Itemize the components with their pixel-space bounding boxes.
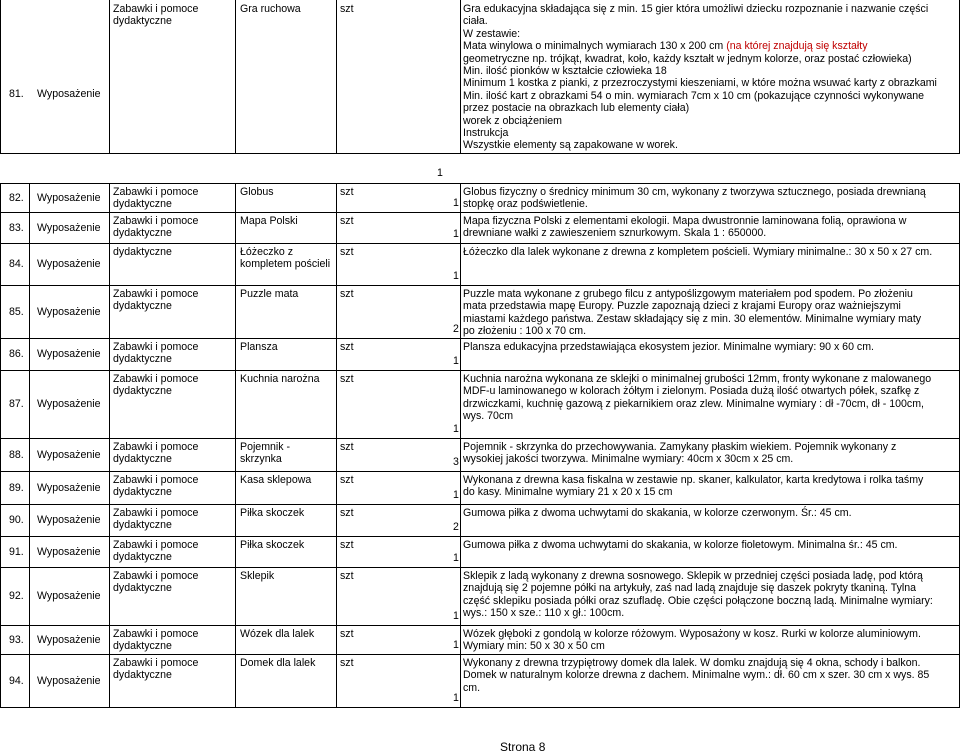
row-unit: szt xyxy=(340,288,354,300)
row-description: Mapa fizyczna Polski z elementami ekologii. Mapa dwustronnie laminowana folią, oprawiona w drewniane wałki z zawieszeniem sznurkowym. Skala 1 : 650000. xyxy=(463,215,907,240)
row-unit: szt xyxy=(340,539,354,551)
row-group: Zabawki i pomoce dydaktyczne xyxy=(113,539,199,564)
row-description: Plansza edukacyjna przedstawiająca ekosystem jezior. Minimalne wymiary: 90 x 60 cm. xyxy=(463,341,874,353)
row-number: 84. xyxy=(9,258,24,270)
row-quantity: 1 xyxy=(453,197,459,209)
row-group: Zabawki i pomoce dydaktyczne xyxy=(113,215,199,240)
row-quantity: 1 xyxy=(453,228,459,240)
row-category: Wyposażenie xyxy=(37,590,101,602)
row-category: Wyposażenie xyxy=(37,674,101,687)
row-number: 86. xyxy=(9,348,24,360)
row-quantity: 2 xyxy=(453,521,459,533)
row-description: Gumowa piłka z dwoma uchwytami do skakania, w kolorze fioletowym. Minimalna śr.: 45 cm. xyxy=(463,539,898,551)
row-category: Wyposażenie xyxy=(37,481,101,494)
row-number: 91. xyxy=(9,545,24,558)
row-unit: szt xyxy=(340,186,354,198)
mata-line: Mata winylowa o minimalnych wymiarach 130 x 200 cm (na której znajdują się kształty xyxy=(463,40,868,53)
grid-hline xyxy=(0,471,960,472)
row-name: Kasa sklepowa xyxy=(240,474,312,486)
row-quantity: 1 xyxy=(453,610,459,622)
row-description: Wózek głęboki z gondolą w kolorze różowym. Wyposażony w kosz. Rurki w kolorze aluminiowym. Wymiary min: 50 x 30 x 50 cm xyxy=(463,628,921,653)
grid-vline xyxy=(460,183,461,707)
row-unit: szt xyxy=(340,474,354,486)
grid-hline xyxy=(0,285,960,286)
row-group: Zabawki i pomoce dydaktyczne xyxy=(113,657,199,682)
row-number: 94. xyxy=(9,674,24,687)
row-unit: szt xyxy=(340,657,354,669)
row-quantity: 1 xyxy=(453,692,459,704)
grid-hline xyxy=(0,625,960,626)
row-name: Domek dla lalek xyxy=(240,657,316,669)
grid-vline xyxy=(109,183,110,707)
row-quantity: 3 xyxy=(453,456,459,468)
row-quantity: 1 xyxy=(453,355,459,367)
grid-hline xyxy=(0,370,960,371)
row-category: Wyposażenie xyxy=(37,88,101,100)
grid-hline xyxy=(0,212,960,213)
row-description: Wykonany z drewna trzypiętrowy domek dla lalek. W domku znajdują się 4 okna, schody i balkon. Domek w naturalnym kolorze drewna z dachem. Minimalne wym.: dł. 60 cm x szer. 30 cm x wys. 85 cm. xyxy=(463,657,930,694)
row-category: Wyposażenie xyxy=(37,258,101,270)
row-category: Wyposażenie xyxy=(37,221,101,234)
row-description: Łóżeczko dla lalek wykonane z drewna z kompletem pościeli. Wymiary minimalne.: 30 x 50 x 27 cm. xyxy=(463,246,933,258)
row-group: Zabawki i pomoce dydaktyczne xyxy=(113,474,199,499)
row-description: Globus fizyczny o średnicy minimum 30 cm, wykonany z tworzywa sztucznego, posiada drewnianą stopkę oraz podświetlenie. xyxy=(463,186,926,211)
row-unit: szt xyxy=(340,215,354,227)
grid-hline xyxy=(0,438,960,439)
grid-vline xyxy=(235,183,236,707)
row-unit: szt xyxy=(340,570,354,582)
row-category: Wyposażenie xyxy=(37,398,101,410)
row-description: Puzzle mata wykonane z grubego filcu z antypoślizgowym materiałem pod spodem. Po złożeniu mata przedstawia mapę Europy. Puzzle zapoznają dzieci z krajami Europy oraz ważniejszymi miastami każdego państwa. Zestaw składający się z min. 30 elementów. Minimalne wymiary maty po złożeniu : 100 x 70 cm. xyxy=(463,288,922,338)
row-number: 83. xyxy=(9,221,24,234)
row-category: Wyposażenie xyxy=(37,545,101,558)
row-unit: szt xyxy=(340,373,354,385)
row-description: Kuchnia narożna wykonana ze sklejki o minimalnej grubości 12mm, fronty wykonane z malowanego MDF-u laminowanego w kolorach żółtym i zielonym. Posiada dużą ilość otwartych półek, szafkę z drzwiczkami, kuchnię gazową z piekarnikiem oraz zlew. Minimalne wymiary : dł -70cm, dł - 100cm, wys. 70cm xyxy=(463,373,932,423)
grid-hline xyxy=(0,567,960,568)
row-unit: szt xyxy=(340,507,354,519)
grid-hline xyxy=(0,707,960,708)
row-description: Pojemnik - skrzynka do przechowywania. Zamykany płaskim wiekiem. Pojemnik wykonany z wysokiej jakości tworzywa. Minimalne wymiary: 40cm x 30cm x 25 cm. xyxy=(463,441,897,466)
row-group: dydaktyczne xyxy=(113,246,172,258)
row-name: Piłka skoczek xyxy=(240,507,305,519)
row-group: Zabawki i pomoce dydaktyczne xyxy=(113,507,199,532)
row-unit: szt xyxy=(340,341,354,353)
row-group: Zabawki i pomoce dydaktyczne xyxy=(113,628,199,653)
row-description: Gumowa piłka z dwoma uchwytami do skakania, w kolorze czerwonym. Śr.: 45 cm. xyxy=(463,507,852,519)
row-name: Pojemnik - skrzynka xyxy=(240,441,291,466)
row-category: Wyposażenie xyxy=(37,348,101,360)
row-quantity: 1 xyxy=(453,270,459,282)
grid-vline xyxy=(29,183,30,707)
row-group: Zabawki i pomoce dydaktyczne xyxy=(113,441,199,466)
row-name: Łóżeczko z kompletem pościeli xyxy=(240,246,331,271)
row-category: Wyposażenie xyxy=(37,448,101,461)
row-number: 82. xyxy=(9,191,24,204)
row-unit: szt xyxy=(340,3,354,15)
row-number: 81. xyxy=(9,88,24,100)
row-group: Zabawki i pomoce dydaktyczne xyxy=(113,373,199,398)
grid-vline xyxy=(0,183,1,707)
row-quantity: 1 xyxy=(453,423,459,435)
row-description: Gra edukacyjna składająca się z min. 15 gier która umożliwi dziecku rozpoznanie i nazwanie części ciała. W zestawie: Mata winylowa o minimalnych wymiarach 130 x 200 cm (na której znajdują się kształty geometryczne np. trójkąt, kwadrat, koło, każdy kształt w jednym kolorze, oraz postać człowieka) Min. ilość pionków w kształcie człowieka 18 Minimum 1 kostka z pianki, z przezroczystymi kieszeniami, w które można wsuwać karty z obrazkami Min. ilość kart z obrazkami 54 o min. wymiarach 7cm x 10 cm (pokazujące czynności wykonywane przez postacie na obrazkach lub elementy ciała) worek z obciążeniem Instrukcja Wszystkie elementy są zapakowane w worek. xyxy=(463,3,937,152)
row-group: Zabawki i pomoce dydaktyczne xyxy=(113,186,199,211)
grid-vline xyxy=(336,183,337,707)
row-name: Kuchnia narożna xyxy=(240,373,320,385)
grid-hline xyxy=(0,504,960,505)
row-group: Zabawki i pomoce dydaktyczne xyxy=(113,570,199,595)
row-name: Plansza xyxy=(240,341,278,353)
row-name: Mapa Polski xyxy=(240,215,298,227)
row-group: Zabawki i pomoce dydaktyczne xyxy=(113,3,199,28)
row-quantity: 1 xyxy=(453,639,459,651)
row-name: Piłka skoczek xyxy=(240,539,305,551)
row-number: 90. xyxy=(9,514,24,526)
row-category: Wyposażenie xyxy=(37,191,101,204)
row-unit: szt xyxy=(340,246,354,258)
grid-hline xyxy=(0,183,960,184)
row-name: Globus xyxy=(240,186,274,198)
row-unit: szt xyxy=(340,441,354,453)
row-quantity: 1 xyxy=(453,552,459,564)
row-name: Puzzle mata xyxy=(240,288,299,300)
row-quantity: 2 xyxy=(453,323,459,335)
row-name: Wózek dla lalek xyxy=(240,628,315,640)
row-name: Sklepik xyxy=(240,570,275,582)
grid-hline xyxy=(0,243,960,244)
row-quantity: 1 xyxy=(453,489,459,501)
row-number: 88. xyxy=(9,448,24,461)
row-group: Zabawki i pomoce dydaktyczne xyxy=(113,288,199,313)
grid-hline xyxy=(0,338,960,339)
row-unit: szt xyxy=(340,628,354,640)
row-description: Sklepik z ladą wykonany z drewna sosnowego. Sklepik w przedniej części posiada ladę, pod którą znajdują się 2 pojemne półki na artykuły, zaś nad ladą znajduje się daszek pokryty tkaniną. Tylna część sklepiku posiada półki oraz szufladę. Obie części połączone boczną ladą. Minimalne wymiary: wys.: 150 x sze.: 110 x gł.: 100cm. xyxy=(463,570,933,620)
row-name: Gra ruchowa xyxy=(240,3,301,15)
row-number: 92. xyxy=(9,590,24,602)
row-description: Wykonana z drewna kasa fiskalna w zestawie np. skaner, kalkulator, karta kredytowa i rolka taśmy do kasy. Minimalne wymiary 21 x 20 x 15 cm xyxy=(463,474,924,499)
row-category: Wyposażenie xyxy=(37,514,101,526)
row-quantity: 1 xyxy=(437,167,443,179)
row-category: Wyposażenie xyxy=(37,633,101,646)
row-number: 93. xyxy=(9,633,24,646)
grid-hline xyxy=(0,654,960,655)
grid-hline xyxy=(0,536,960,537)
row-category: Wyposażenie xyxy=(37,305,101,318)
row-group: Zabawki i pomoce dydaktyczne xyxy=(113,341,199,366)
row-number: 89. xyxy=(9,481,24,494)
row-number: 85. xyxy=(9,305,24,318)
row-number: 87. xyxy=(9,398,24,410)
page-footer: Strona 8 xyxy=(500,740,546,754)
